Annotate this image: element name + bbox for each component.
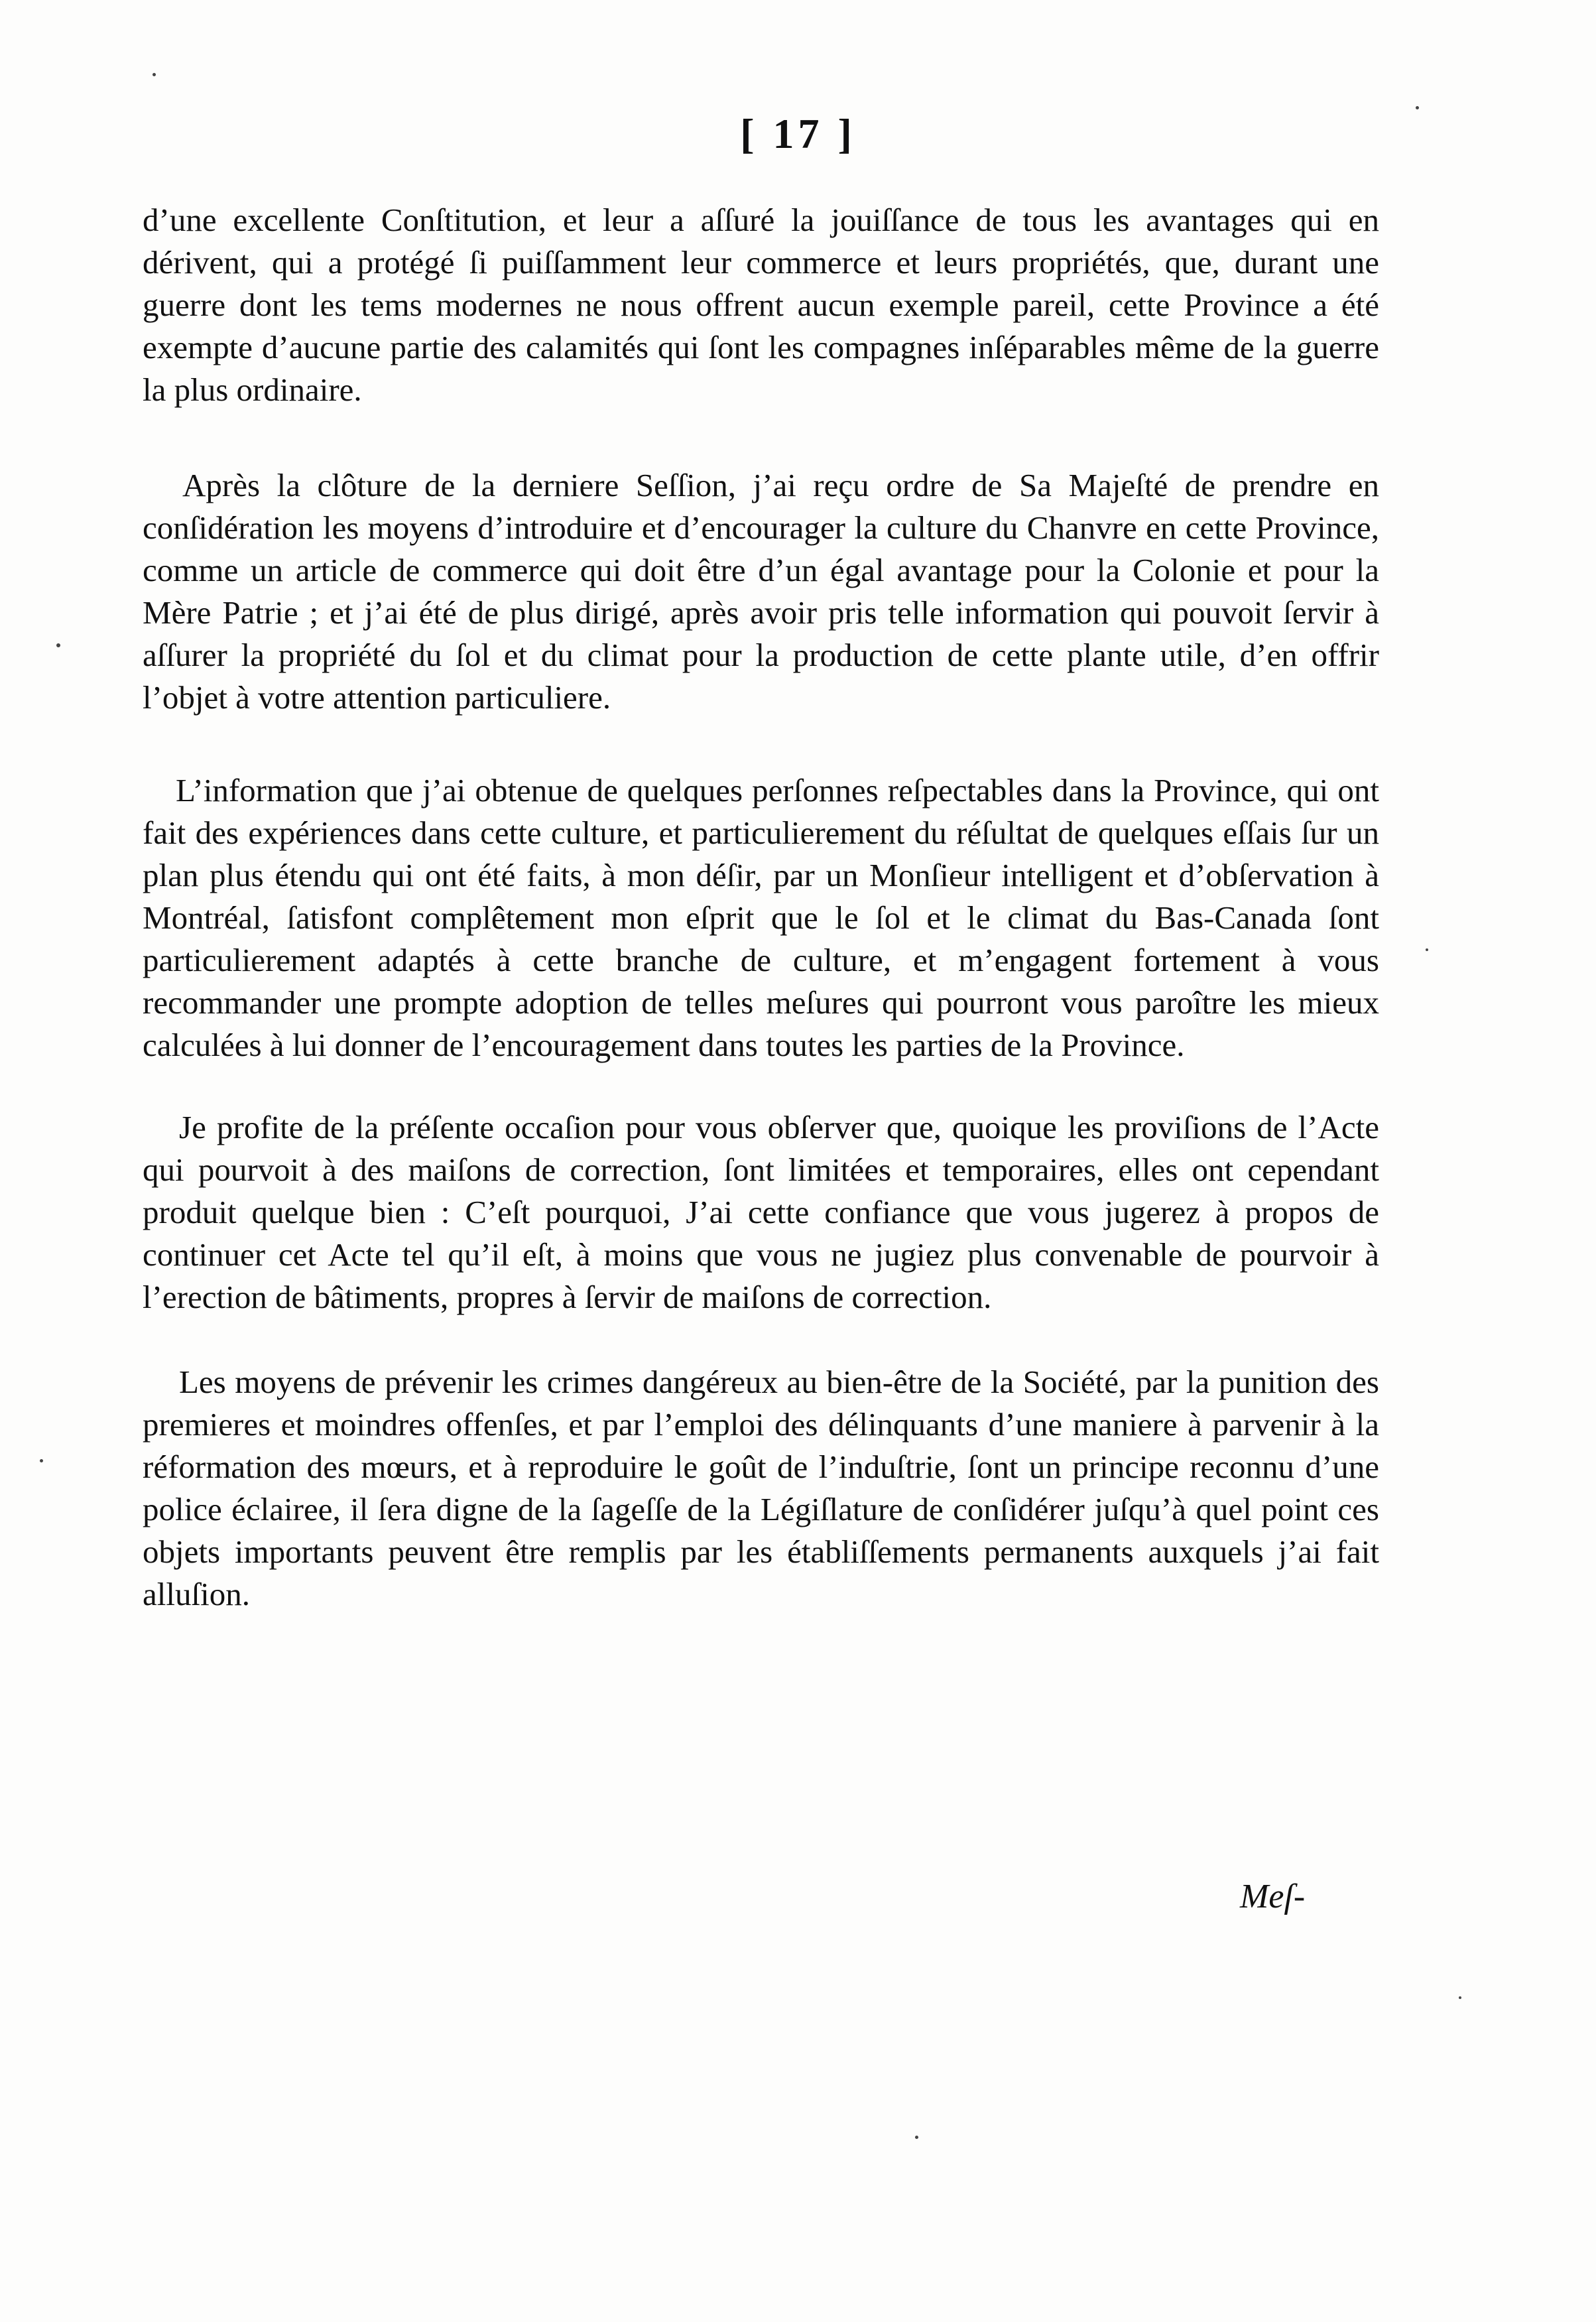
paragraph-1: d’une excellente Conſtitution, et leur a aſſuré la jouiſſance de tous les avantages qui en dérivent, qui a protégé ſi puiſſamment leur commerce et leurs propriétés, que, durant une guerre dont les tems modernes ne nous offrent aucun exemple pareil, cette Province a été exempte d’aucune partie des calamités qui ſont les compagnes inſéparables même de la guerre la plus ordinaire. <box>143 202 1379 408</box>
body-text <box>143 199 1379 1616</box>
print-speck <box>915 2136 918 2139</box>
print-speck <box>1459 1996 1461 1999</box>
print-speck <box>56 643 60 647</box>
paragraph-4: Je profite de la préſente occaſion pour vous obſerver que, quoique les proviſions de l’Acte qui pourvoit à des maiſons de correction, ſont limitées et temporaires, elles ont cependant produit quelque bien : C’eſt pourquoi, J’ai cette confiance que vous jugerez à propos de continuer cet Acte tel qu’il eſt, à moins que vous ne jugiez plus convenable de pourvoir à l’erection de bâtiments, propres à ſervir de maiſons de correction. <box>143 1109 1379 1315</box>
paragraph-2: Après la clôture de la derniere Seſſion, j’ai reçu ordre de Sa Majeſté de prendre en conſidération les moyens d’introduire et d’encourager la culture du Chanvre en cette Province, comme un article de commerce qui doit être d’un égal avantage pour la Colonie et pour la Mère Patrie ; et j’ai été de plus dirigé, après avoir pris telle information qui pouvoit ſervir à aſſurer la propriété du ſol et du climat pour la production de cette plante utile, d’en offrir l’objet à votre attention particuliere. <box>143 467 1379 716</box>
paragraph-3: L’information que j’ai obtenue de quelques perſonnes reſpectables dans la Province, qui ont fait des expériences dans cette culture, et particulierement du réſultat de quelques eſſais ſur un plan plus étendu qui ont été faits, à mon déſir, par un Monſieur intelligent et d’obſervation à Montréal, ſatisfont complêtement mon eſprit que le ſol et le climat du Bas-Canada ſont particulierement adaptés à cette branche de culture, et m’engagent fortement à vous recommander une prompte adoption de telles meſures qui pourront vous paroître les mieux calculées à lui donner de l’encouragement dans toutes les parties de la Province. <box>143 772 1379 1063</box>
catchword: Meſ- <box>1240 1878 1306 1915</box>
print-speck <box>40 1459 43 1462</box>
paragraph-5: Les moyens de prévenir les crimes dangéreux au bien-être de la Société, par la punition des premieres et moindres offenſes, et par l’emploi des délinquants d’une maniere à parvenir à la réformation des mœurs, et à reproduire le goût de l’induſtrie, ſont un principe reconnu d’une police éclairee, il ſera digne de la ſageſſe de la Légiſlature de conſidérer juſqu’à quel point ces objets importants peuvent être remplis par les établiſſements permanents auxquels j’ai fait alluſion. <box>143 1364 1379 1612</box>
print-speck <box>153 73 156 76</box>
print-speck <box>1416 106 1419 109</box>
print-speck <box>1426 948 1428 951</box>
page-number-header: [ 17 ] <box>740 110 856 157</box>
